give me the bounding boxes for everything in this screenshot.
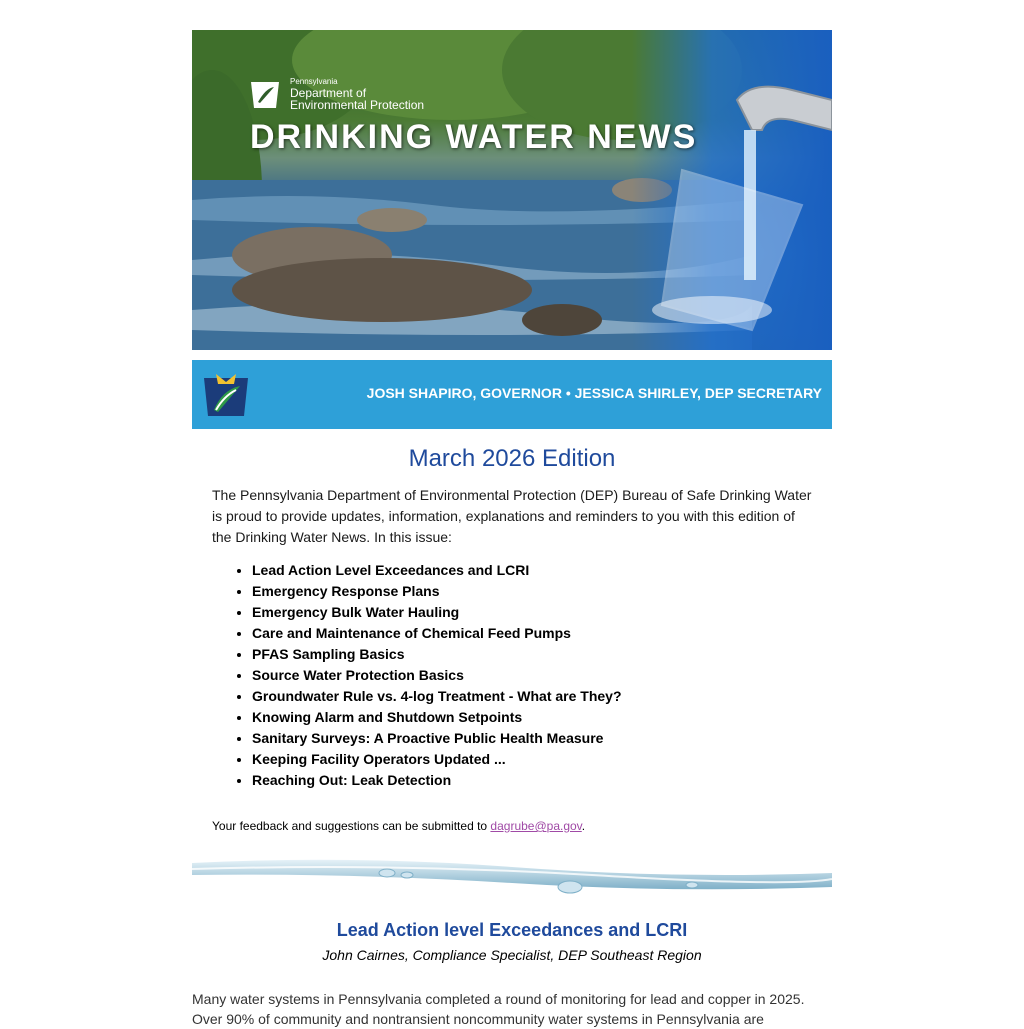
feedback-suffix: . <box>581 819 586 833</box>
article-body: Many water systems in Pennsylvania completed a round of monitoring for lead and copper in 2025. Over 90% of community and nontransient noncommunity water systems in Pennsylvania are <box>192 991 805 1027</box>
logo-dept-line1: Department of <box>290 85 367 100</box>
governor-text: JOSH SHAPIRO, GOVERNOR • JESSICA SHIRLEY, DEP SECRETARY <box>366 385 822 401</box>
intro-paragraph: The Pennsylvania Department of Environmental Protection (DEP) Bureau of Safe Drinking Water is proud to provide updates, information, explanations and reminders to you with this edition of the Drinking Water News. In this issue: <box>212 487 812 545</box>
list-item: • Keeping Facility Operators Updated ... <box>252 749 832 770</box>
list-item: • PFAS Sampling Basics <box>252 644 832 665</box>
issue-list <box>232 560 832 791</box>
hero-banner <box>192 30 832 350</box>
list-item: • Source Water Protection Basics <box>252 665 832 686</box>
edition-heading: March 2026 Edition <box>408 445 616 472</box>
feedback-prefix: Your feedback and suggestions can be submitted to <box>212 819 491 833</box>
list-item: • Knowing Alarm and Shutdown Setpoints <box>252 707 832 728</box>
list-item: • Emergency Bulk Water Hauling <box>252 602 832 623</box>
feedback-email-link[interactable]: dagrube@pa.gov <box>490 819 582 833</box>
logo-dept-line2: Environmental Protection <box>290 98 425 113</box>
keystone-logo-icon <box>248 78 282 112</box>
list-item: • Care and Maintenance of Chemical Feed Pumps <box>252 623 832 644</box>
dep-logo <box>248 78 424 112</box>
keystone-icon <box>202 372 250 418</box>
newsletter <box>192 0 832 1029</box>
feedback-line <box>212 819 812 833</box>
logo-state-text: Pennsylvania <box>290 77 338 87</box>
list-item: • Emergency Response Plans <box>252 581 832 602</box>
governor-bar <box>192 360 832 429</box>
list-item: • Groundwater Rule vs. 4-log Treatment - What are They? <box>252 686 832 707</box>
list-item: • Lead Action Level Exceedances and LCRI <box>252 560 832 581</box>
water-divider-image <box>192 853 832 901</box>
list-item: • Sanitary Surveys: A Proactive Public Health Measure <box>252 728 832 749</box>
list-item: • Reaching Out: Leak Detection <box>252 770 832 791</box>
article-title: Lead Action level Exceedances and LCRI <box>336 920 688 940</box>
newsletter-title: DRINKING WATER NEWS <box>250 118 698 156</box>
article-byline: John Cairnes, Compliance Specialist, DEP Southeast Region <box>322 947 702 963</box>
